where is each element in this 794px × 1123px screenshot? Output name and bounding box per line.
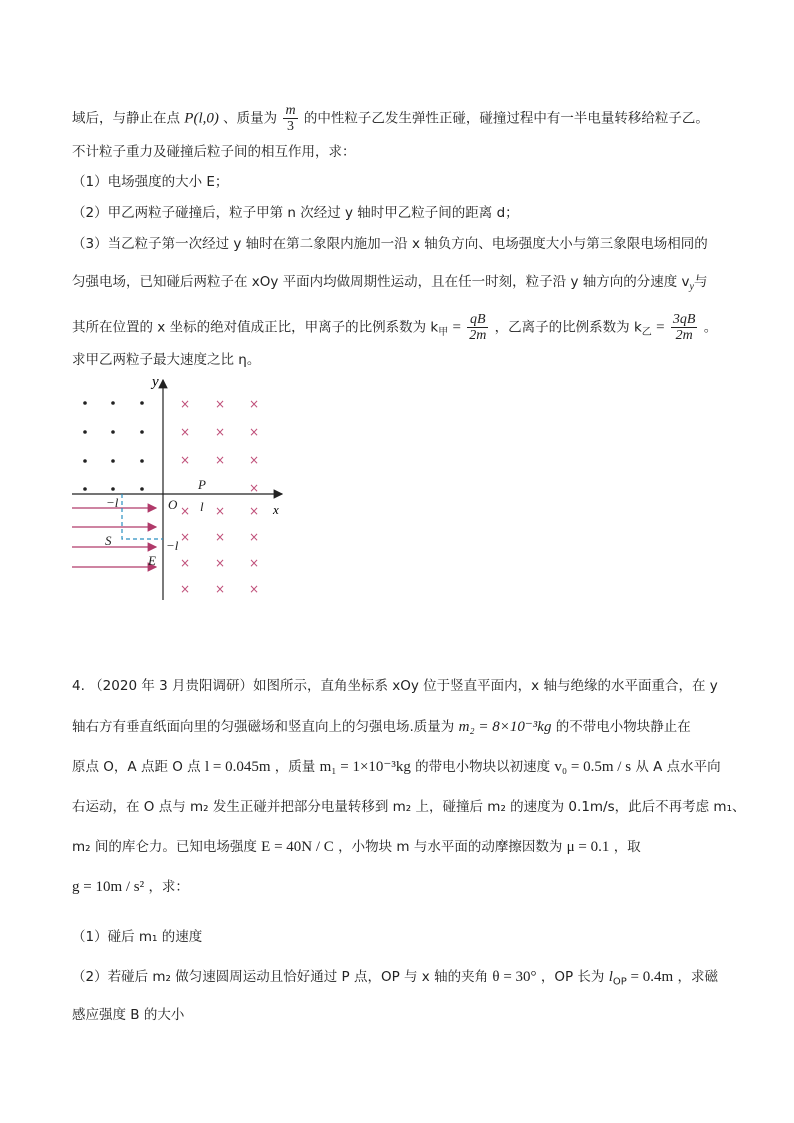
k1-fraction: $\frac{qB}{2m}$ — [469, 312, 487, 343]
x-axis-label: x — [273, 502, 279, 517]
p4-line5: m₂ 间的库仑力。已知电场强度 E = 40N / C ，小物块 m 与水平面的动摩擦因数为 μ = 0.1 ，取 — [72, 839, 641, 855]
dashed-guide — [122, 494, 163, 539]
dots-field — [83, 401, 144, 491]
svg-text:×: × — [214, 582, 226, 596]
e-field-arrows — [72, 508, 156, 567]
p3-q3-line4: 求甲乙两粒子最大速度之比 η。 — [72, 352, 261, 368]
svg-text:×: × — [214, 453, 226, 467]
svg-text:×: × — [248, 582, 260, 596]
svg-text:×: × — [248, 530, 260, 544]
svg-text:×: × — [179, 504, 191, 518]
p4-line1: 4. （2020 年 3 月贵阳调研）如图所示，直角坐标系 xOy 位于竖直平面内，x 轴与绝缘的水平面重合，在 y — [72, 678, 718, 694]
p3-q3-line3: 其所在位置的 x 坐标的绝对值成正比，甲离子的比例系数为 $k_甲$ = $\frac{qB}{2m}$ ，乙离子的比例系数为 $k_乙$ = $\frac{3qB}{2m}$ 。 — [72, 312, 718, 343]
svg-text:×: × — [248, 481, 260, 495]
svg-text:×: × — [214, 504, 226, 518]
svg-text:×: × — [179, 556, 191, 570]
p3-q2: （2）甲乙两粒子碰撞后，粒子甲第 n 次经过 y 轴时甲乙粒子间的距离 d； — [72, 205, 519, 221]
label-neg-l-y: −l — [166, 538, 179, 553]
p3-q1: （1）电场强度的大小 E； — [72, 174, 229, 190]
label-e: E — [148, 553, 156, 568]
p4-line6: g = 10m / s² ，求： — [72, 879, 189, 895]
svg-text:×: × — [248, 453, 260, 467]
label-p: P — [198, 477, 206, 492]
svg-text:×: × — [214, 425, 226, 439]
p4-q2-line2: 感应强度 B 的大小 — [72, 1007, 185, 1023]
label-l: l — [200, 499, 204, 514]
svg-text:×: × — [179, 582, 191, 596]
label-s: S — [105, 533, 112, 548]
mass-fraction: $\frac{m}{3}$ — [285, 103, 296, 134]
p4-line4: 右运动，在 O 点与 m₂ 发生正碰并把部分电量转移到 m₂ 上，碰撞后 m₂ 的速度为 0.1m/s，此后不再考虑 m₁、 — [72, 799, 746, 815]
p3-line2: 不计粒子重力及碰撞后粒子间的相互作用，求： — [72, 144, 356, 160]
point-p-coord: P(l,0) — [184, 110, 219, 127]
svg-text:×: × — [214, 397, 226, 411]
svg-text:×: × — [179, 453, 191, 467]
p3-q3-line2: 匀强电场，已知碰后两粒子在 xOy 平面内均做周期性运动，且在任一时刻，粒子沿 y 轴方向的分速度 $v_y$与 — [72, 274, 708, 293]
y-axis-label: y — [152, 374, 159, 390]
svg-text:×: × — [214, 556, 226, 570]
svg-text:×: × — [179, 397, 191, 411]
svg-text:×: × — [248, 425, 260, 439]
p4-q2: （2）若碰后 m₂ 做匀速圆周运动且恰好通过 P 点，OP 与 x 轴的夹角 θ = 30° ，OP 长为 $l_{OP} = 0.4m$ ，求磁 — [72, 969, 718, 988]
label-origin: O — [168, 497, 178, 512]
p4-q1: （1）碰后 m₁ 的速度 — [72, 929, 203, 945]
p4-line2: 轴右方有垂直纸面向里的匀强磁场和竖直向上的匀强电场.质量为 m₂ = 8×10⁻³kg 的不带电小物块静止在 — [72, 719, 691, 735]
svg-text:×: × — [214, 530, 226, 544]
svg-text:×: × — [248, 397, 260, 411]
crosses-field — [180, 397, 259, 596]
svg-text:×: × — [248, 556, 260, 570]
svg-text:×: × — [179, 425, 191, 439]
svg-text:×: × — [179, 530, 191, 544]
label-neg-l-x: −l — [106, 495, 119, 510]
p3-q3-line1: （3）当乙粒子第一次经过 y 轴时在第二象限内施加一沿 x 轴负方向、电场强度大小与第三象限电场相同的 — [72, 236, 708, 252]
p4-line3: 原点 O，A 点距 O 点 l = 0.045m ，质量 m₁ = 1×10⁻³kg 的带电小物块以初速度 v₀ = 0.5m / s 从 A 点水平向 — [72, 759, 721, 775]
p3-line1: 域后，与静止在点 P(l,0) 、质量为 $\frac{m}{3}$ 的中性粒子乙发生弹性正碰，碰撞过程中有一半电量转移给粒子乙。 — [72, 103, 709, 134]
svg-text:×: × — [248, 504, 260, 518]
field-diagram — [60, 370, 300, 610]
k2-fraction: $\frac{3qB}{2m}$ — [672, 312, 696, 343]
